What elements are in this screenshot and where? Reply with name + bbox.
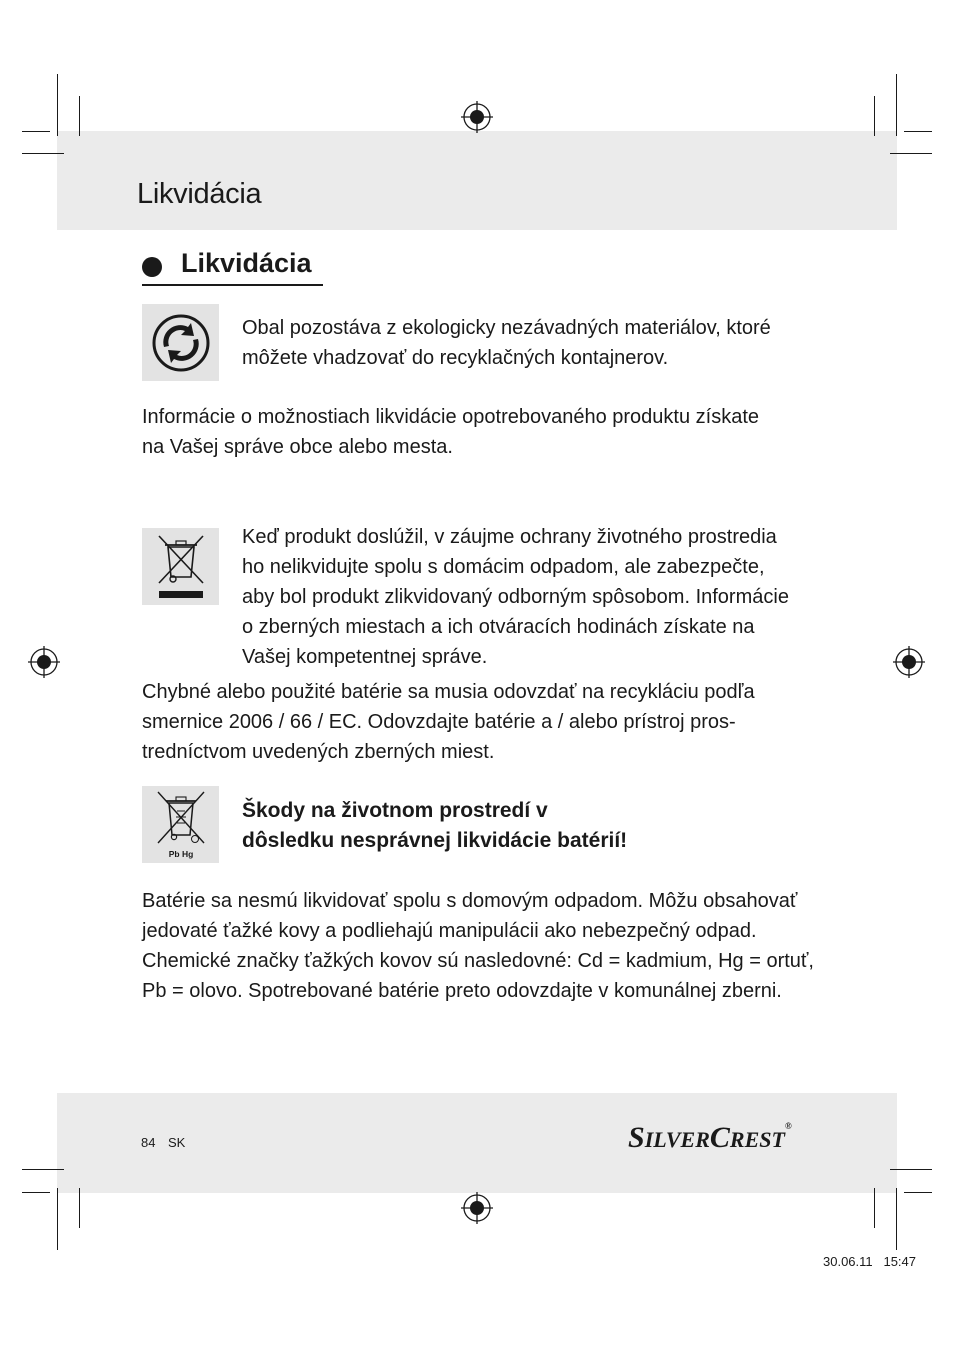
battery-icon-box: [142, 786, 219, 863]
registration-mark-icon: [461, 101, 493, 133]
crop-mark: [57, 74, 58, 136]
crossed-out-wheelie-bin-icon: [151, 533, 211, 601]
crop-mark: [22, 1169, 64, 1170]
language-code: SK: [168, 1135, 186, 1150]
crop-mark: [904, 131, 932, 132]
registration-mark-icon: [893, 646, 925, 678]
crop-mark: [904, 1192, 932, 1193]
crop-mark: [896, 74, 897, 136]
battery-label: Pb Hg: [168, 848, 193, 859]
crop-mark: [79, 96, 80, 136]
section-title: Likvidácia: [181, 248, 312, 278]
weee-paragraph: Keď produkt doslúžil, v záujme ochrany životného prostredia ho nelikvidujte spolu s domácim odpadom, ale zabezpečte, aby bol produkt zlikvidovaný odborným spôsobom. Informácie o zberných miestach a ich otváracích hodinách získate na Vašej kompetentnej správe.: [242, 526, 789, 668]
section-underline: [142, 284, 323, 286]
crop-mark: [57, 1188, 58, 1250]
crop-mark: [22, 1192, 50, 1193]
crop-mark: [874, 1188, 875, 1228]
packaging-paragraph: Obal pozostáva z ekologicky nezávadných materiálov, ktoré môžete vhadzovať do recyklačných kontajnerov.: [242, 317, 771, 369]
battery-warning-title: Škody na životnom prostredí v dôsledku nesprávnej likvidácie batérií!: [242, 799, 628, 852]
silvercrest-logo: SILVERCREST®: [628, 1121, 792, 1154]
disposal-info-paragraph: Informácie o možnostiach likvidácie opotrebovaného produktu získate na Vašej správe obce alebo mesta.: [142, 406, 760, 458]
print-timestamp: 30.06.11 15:47: [823, 1254, 917, 1269]
page-number: 84: [141, 1135, 156, 1150]
registration-mark-icon: [28, 646, 60, 678]
green-dot-recycling-icon: [152, 314, 210, 372]
crop-mark: [22, 131, 50, 132]
bullet-icon: [142, 257, 162, 277]
crop-mark: [896, 1188, 897, 1250]
registration-mark-icon: [461, 1192, 493, 1224]
weee-icon-box: [142, 528, 219, 605]
heavy-metals-paragraph: Batérie sa nesmú likvidovať spolu s domovým odpadom. Môžu obsahovať jedovaté ťažké kovy a podliehajú manipulácii ako nebezpečný odpad. Chemické značky ťažkých kovov sú nasledovné: Cd = kadmium, Hg = ortuť, Pb = olovo. Spotrebované batérie preto odovzdajte v komunálnej zberni.: [142, 890, 814, 1002]
crop-mark: [79, 1188, 80, 1228]
crop-mark: [22, 153, 64, 154]
crop-mark: [890, 1169, 932, 1170]
battery-recycling-paragraph: Chybné alebo použité batérie sa musia odovzdať na recykláciu podľa smernice 2006 / 66 / EC. Odovzdajte batérie a / alebo prístroj pros- tredníctvom uvedených zberných miest.: [142, 681, 755, 763]
crop-mark: [890, 153, 932, 154]
page-title: Likvidácia: [137, 178, 262, 210]
recycle-icon-box: [142, 304, 219, 381]
crop-mark: [874, 96, 875, 136]
crossed-out-battery-bin-icon: [150, 789, 212, 861]
